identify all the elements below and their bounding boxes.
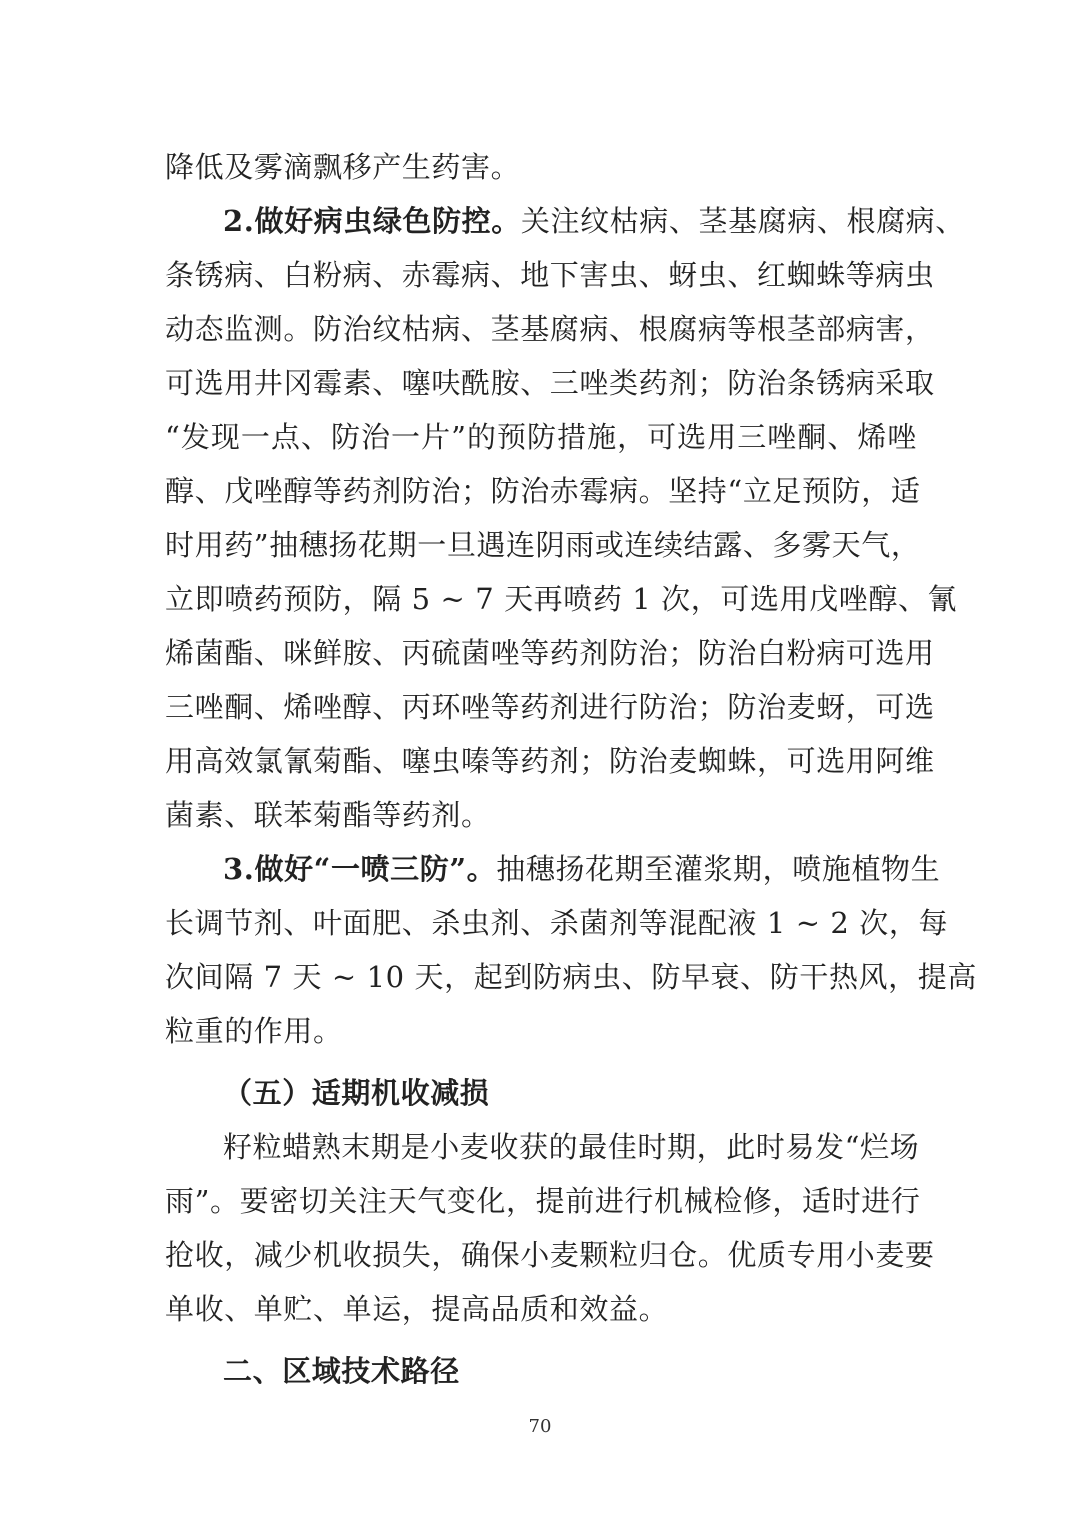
text-line: “发现一点、防治一片”的预防措施，可选用三唑酮、烯唑 — [165, 420, 917, 454]
text-line: 条锈病、白粉病、赤霉病、地下害虫、蚜虫、红蜘蛛等病虫 — [165, 258, 935, 292]
text-line: 三唑酮、烯唑醇、丙环唑等药剂进行防治；防治麦蚜，可选 — [165, 690, 935, 724]
paragraph-text: 抽穗扬花期至灌浆期，喷施植物生 — [496, 852, 941, 886]
paragraph-lead: 3.做好“一喷三防”。 — [223, 852, 497, 886]
text-line: 醇、戊唑醇等药剂防治；防治赤霉病。坚持“立足预防，适 — [165, 474, 921, 508]
text-line: 长调节剂、叶面肥、杀虫剂、杀菌剂等混配液 1 ~ 2 次，每 — [165, 906, 949, 940]
page-number: 70 — [528, 1416, 552, 1437]
document-body — [165, 140, 977, 1398]
text-line: 烯菌酯、咪鲜胺、丙硫菌唑等药剂防治；防治白粉病可选用 — [165, 636, 935, 670]
text-line: 立即喷药预防，隔 5 ~ 7 天再喷药 1 次，可选用戊唑醇、氰 — [165, 582, 958, 616]
text-line: 抢收，减少机收损失，确保小麦颗粒归仓。优质专用小麦要 — [165, 1238, 935, 1272]
text-line: 降低及雾滴飘移产生药害。 — [165, 150, 521, 184]
text-line: 时用药”抽穗扬花期一旦遇连阴雨或连续结露、多雾天气， — [165, 528, 921, 562]
paragraph-first-line — [165, 194, 965, 248]
paragraph-lead: 2.做好病虫绿色防控。 — [223, 204, 521, 238]
text-line: 粒重的作用。 — [165, 1014, 343, 1048]
text-line: 菌素、联苯菊酯等药剂。 — [165, 798, 491, 832]
paragraph-first-line: 籽粒蜡熟末期是小麦收获的最佳时期，此时易发“烂场 — [223, 1130, 920, 1164]
text-line: 可选用井冈霉素、噻呋酰胺、三唑类药剂；防治条锈病采取 — [165, 366, 935, 400]
section-heading: （五）适期机收减损 — [223, 1076, 490, 1110]
text-line: 雨”。要密切关注天气变化，提前进行机械检修，适时进行 — [165, 1184, 921, 1218]
chapter-heading: 二、区域技术路径 — [223, 1354, 460, 1388]
text-line: 单收、单贮、单运，提高品质和效益。 — [165, 1292, 669, 1326]
paragraph-text: 关注纹枯病、茎基腐病、根腐病、 — [520, 204, 965, 238]
text-line: 用高效氯氰菊酯、噻虫嗪等药剂；防治麦蜘蛛，可选用阿维 — [165, 744, 935, 778]
text-line: 动态监测。防治纹枯病、茎基腐病、根腐病等根茎部病害， — [165, 312, 935, 346]
text-line: 次间隔 7 天 ~ 10 天，起到防病虫、防早衰、防干热风，提高 — [165, 960, 977, 994]
paragraph-first-line — [165, 842, 941, 896]
